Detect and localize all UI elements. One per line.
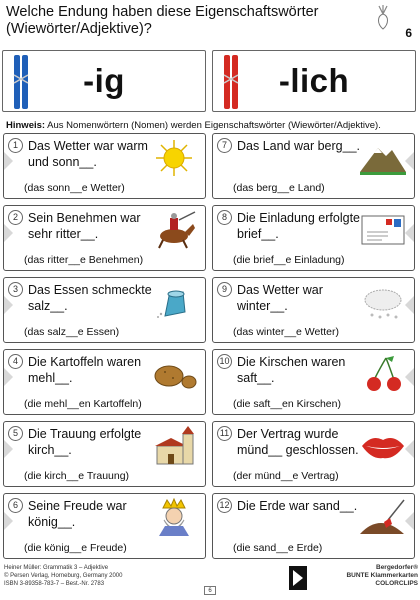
exercise-card — [3, 133, 206, 199]
card-number: 12 — [217, 498, 232, 513]
letter-envelope-icon — [358, 210, 408, 250]
radish-icon — [374, 4, 392, 30]
card-answer: (das sonn__e Wetter) — [24, 182, 125, 194]
suffix-ig: -ig — [83, 62, 125, 99]
potatoes-icon — [149, 354, 199, 394]
hint-text — [6, 120, 416, 132]
card-answer: (die könig__e Freude) — [24, 542, 127, 554]
clip-card-lich — [212, 50, 416, 112]
mountain-icon — [358, 138, 408, 178]
king-icon — [149, 498, 199, 538]
clip-notch — [4, 512, 13, 530]
card-number: 8 — [217, 210, 232, 225]
page-number: 6 — [405, 26, 412, 40]
snow-cloud-icon — [358, 282, 408, 322]
card-number: 3 — [8, 282, 23, 297]
exercise-card — [3, 205, 206, 271]
card-number: 11 — [217, 426, 232, 441]
clip-notch — [4, 296, 13, 314]
church-icon — [149, 426, 199, 466]
clothespin-icon — [11, 53, 31, 111]
footer-page-number: 6 — [204, 586, 216, 595]
clip-notch — [4, 152, 13, 170]
exercise-card — [212, 277, 415, 343]
card-number: 7 — [217, 138, 232, 153]
card-answer: (das berg__e Land) — [233, 182, 325, 194]
exercise-card — [3, 421, 206, 487]
card-answer: (die brief__e Einladung) — [233, 254, 345, 266]
cherries-icon — [358, 354, 408, 394]
card-number: 9 — [217, 282, 232, 297]
exercise-card — [212, 133, 415, 199]
card-sentence: Die Kirschen waren saft__. — [237, 355, 346, 385]
exercise-card — [212, 421, 415, 487]
card-answer: (der münd__e Vertrag) — [233, 470, 339, 482]
footer — [4, 564, 416, 598]
card-sentence: Das Wetter war winter__. — [237, 283, 323, 313]
exercise-card — [212, 349, 415, 415]
card-answer: (das salz__e Essen) — [24, 326, 120, 338]
clip-card-ig — [2, 50, 206, 112]
card-number: 10 — [217, 354, 232, 369]
card-answer: (die saft__en Kirschen) — [233, 398, 341, 410]
card-number: 4 — [8, 354, 23, 369]
card-number: 6 — [8, 498, 23, 513]
exercise-card — [3, 349, 206, 415]
brand-line: Bergedorfer® — [376, 564, 418, 571]
header — [6, 4, 414, 46]
sand-shovel-icon — [358, 498, 408, 538]
exercise-card — [3, 277, 206, 343]
card-sentence: Die Erde war sand__. — [237, 499, 358, 513]
footer-credits — [4, 564, 204, 588]
lips-icon — [358, 426, 408, 466]
card-answer: (das winter__e Wetter) — [233, 326, 340, 338]
hint-body: Aus Nomenwörtern (Nomen) werden Eigenschaftswörter (Wiewörter/Adjektive). — [45, 120, 381, 131]
card-answer: (das ritter__e Benehmen) — [24, 254, 144, 266]
credit-line: Heiner Müller: Grammatik 3 – Adjektive — [4, 565, 109, 571]
persen-logo-icon — [289, 566, 307, 590]
card-sentence: Die Einladung erfolgte brief__. — [237, 211, 360, 241]
card-sentence: Sein Benehmen war sehr ritter__. — [28, 211, 141, 241]
exercise-card — [212, 205, 415, 271]
card-answer: (die kirch__e Trauung) — [24, 470, 130, 482]
card-answer: (die mehl__en Kartoffeln) — [24, 398, 142, 410]
clip-row — [2, 50, 416, 112]
card-sentence: Seine Freude war könig__. — [28, 499, 127, 529]
exercise-card — [3, 493, 206, 559]
page-title: Welche Endung haben diese Eigenschaftswörter (Wiewörter/Adjektive)? — [6, 4, 319, 37]
card-sentence: Das Land war berg__. — [237, 139, 360, 153]
knight-on-horse-icon — [149, 210, 199, 250]
credit-line: ISBN 3-89358-783-7 – Best.-Nr. 2783 — [4, 581, 105, 587]
card-number: 5 — [8, 426, 23, 441]
card-sentence: Die Kartoffeln waren mehl__. — [28, 355, 142, 385]
card-sentence: Das Essen schmeckte salz__. — [28, 283, 152, 313]
brand-line: BUNTE Klammerkarten — [346, 572, 418, 579]
card-number: 2 — [8, 210, 23, 225]
exercise-grid — [3, 133, 415, 559]
clip-notch — [4, 224, 13, 242]
credit-line: © Persen Verlag, Horneburg, Germany 2000 — [4, 573, 123, 579]
clip-notch — [4, 368, 13, 386]
suffix-lich: -lich — [278, 62, 350, 99]
card-answer: (die sand__e Erde) — [233, 542, 323, 554]
brand-line: COLORCLIPS — [375, 580, 418, 587]
card-sentence: Die Trauung erfolgte kirch__. — [28, 427, 142, 457]
card-sentence: Das Wetter war warm und sonn__. — [28, 139, 148, 169]
card-number: 1 — [8, 138, 23, 153]
exercise-card — [212, 493, 415, 559]
salt-shaker-icon — [149, 282, 199, 322]
footer-brand — [314, 564, 418, 588]
clip-notch — [4, 440, 13, 458]
hint-label: Hinweis: — [6, 120, 46, 131]
sun-icon — [149, 138, 199, 178]
clothespin-icon — [221, 53, 241, 111]
card-sentence: Der Vertrag wurde münd__ geschlossen. — [237, 427, 359, 457]
